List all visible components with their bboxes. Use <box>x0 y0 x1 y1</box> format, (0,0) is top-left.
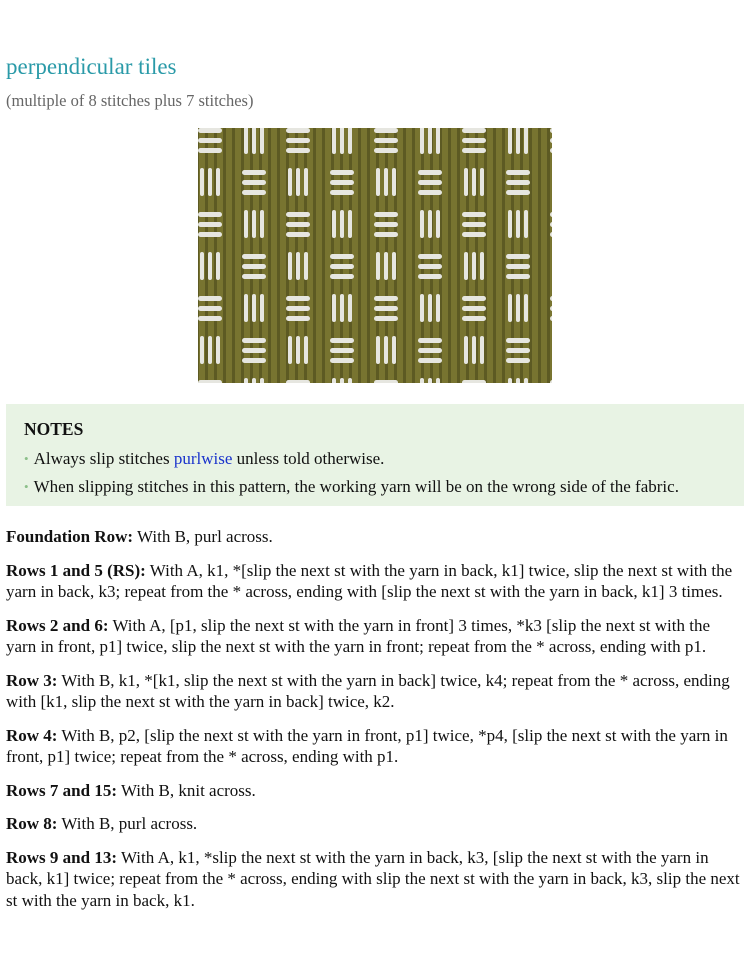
notes-box <box>6 404 744 506</box>
row-instruction <box>6 526 744 548</box>
row-label: Rows 9 and 13: <box>6 847 117 867</box>
row-label: Row 4: <box>6 725 58 745</box>
page-title: perpendicular tiles <box>6 54 177 79</box>
row-instruction <box>6 847 744 912</box>
bullet-icon: • <box>24 478 29 494</box>
stitch-multiple-subtitle: (multiple of 8 stitches plus 7 stitches) <box>6 91 254 110</box>
row-text: With A, [p1, slip the next st with the yarn in front] 3 times, *k3 [slip the next st with the yarn in front, p1] twice, slip the next st with the yarn in front; repeat from the * across, ending with p1. <box>6 615 710 656</box>
row-instruction <box>6 725 744 768</box>
row-instruction <box>6 615 744 658</box>
swatch-pattern <box>198 128 552 383</box>
row-label: Rows 1 and 5 (RS): <box>6 560 146 580</box>
row-label: Row 3: <box>6 670 58 690</box>
row-text: With A, k1, *[slip the next st with the yarn in back, k1] twice, slip the next st with the yarn in back, k3; repeat from the * across, ending with [slip the next st with the yarn in back, k1] 3 times. <box>6 560 733 601</box>
row-label: Rows 7 and 15: <box>6 780 117 800</box>
row-text: With B, knit across. <box>117 780 256 800</box>
row-text: With B, purl across. <box>57 814 198 833</box>
note-text: When slipping stitches in this pattern, the working yarn will be on the wrong side of the fabric. <box>33 476 679 496</box>
bullet-icon: • <box>24 451 29 466</box>
row-instruction <box>6 780 744 802</box>
note-text-after: unless told otherwise. <box>232 449 385 468</box>
row-text: With B, purl across. <box>133 527 273 546</box>
purlwise-link[interactable]: purlwise <box>173 449 233 468</box>
row-text: With B, p2, [slip the next st with the yarn in front, p1] twice, *p4, [slip the next st with the yarn in front, p1] twice; repeat from the * across, ending with p1. <box>6 725 728 766</box>
row-label: Foundation Row: <box>6 527 134 546</box>
row-instruction <box>6 560 744 603</box>
notes-list <box>24 446 744 501</box>
row-instruction <box>6 670 744 713</box>
row-text: With A, k1, *slip the next st with the yarn in back, k3, [slip the next st with the yarn in back, k1] twice; repeat from the * across, ending with slip the next st with the yarn in back, k3, slip the next st with the yarn in back, k1. <box>6 847 740 910</box>
row-instruction <box>6 813 744 835</box>
note-item <box>24 446 744 474</box>
note-item <box>24 474 744 502</box>
notes-title: NOTES <box>24 419 84 439</box>
pattern-instructions <box>6 526 744 923</box>
knitted-swatch-image <box>198 128 552 383</box>
row-label: Rows 2 and 6: <box>6 615 109 635</box>
note-text-before: Always slip stitches <box>33 449 174 468</box>
row-label: Row 8: <box>6 814 58 833</box>
row-text: With B, k1, *[k1, slip the next st with the yarn in back] twice, k4; repeat from the * across, ending with [k1, slip the next st with the yarn in back] twice, k2. <box>6 670 730 711</box>
